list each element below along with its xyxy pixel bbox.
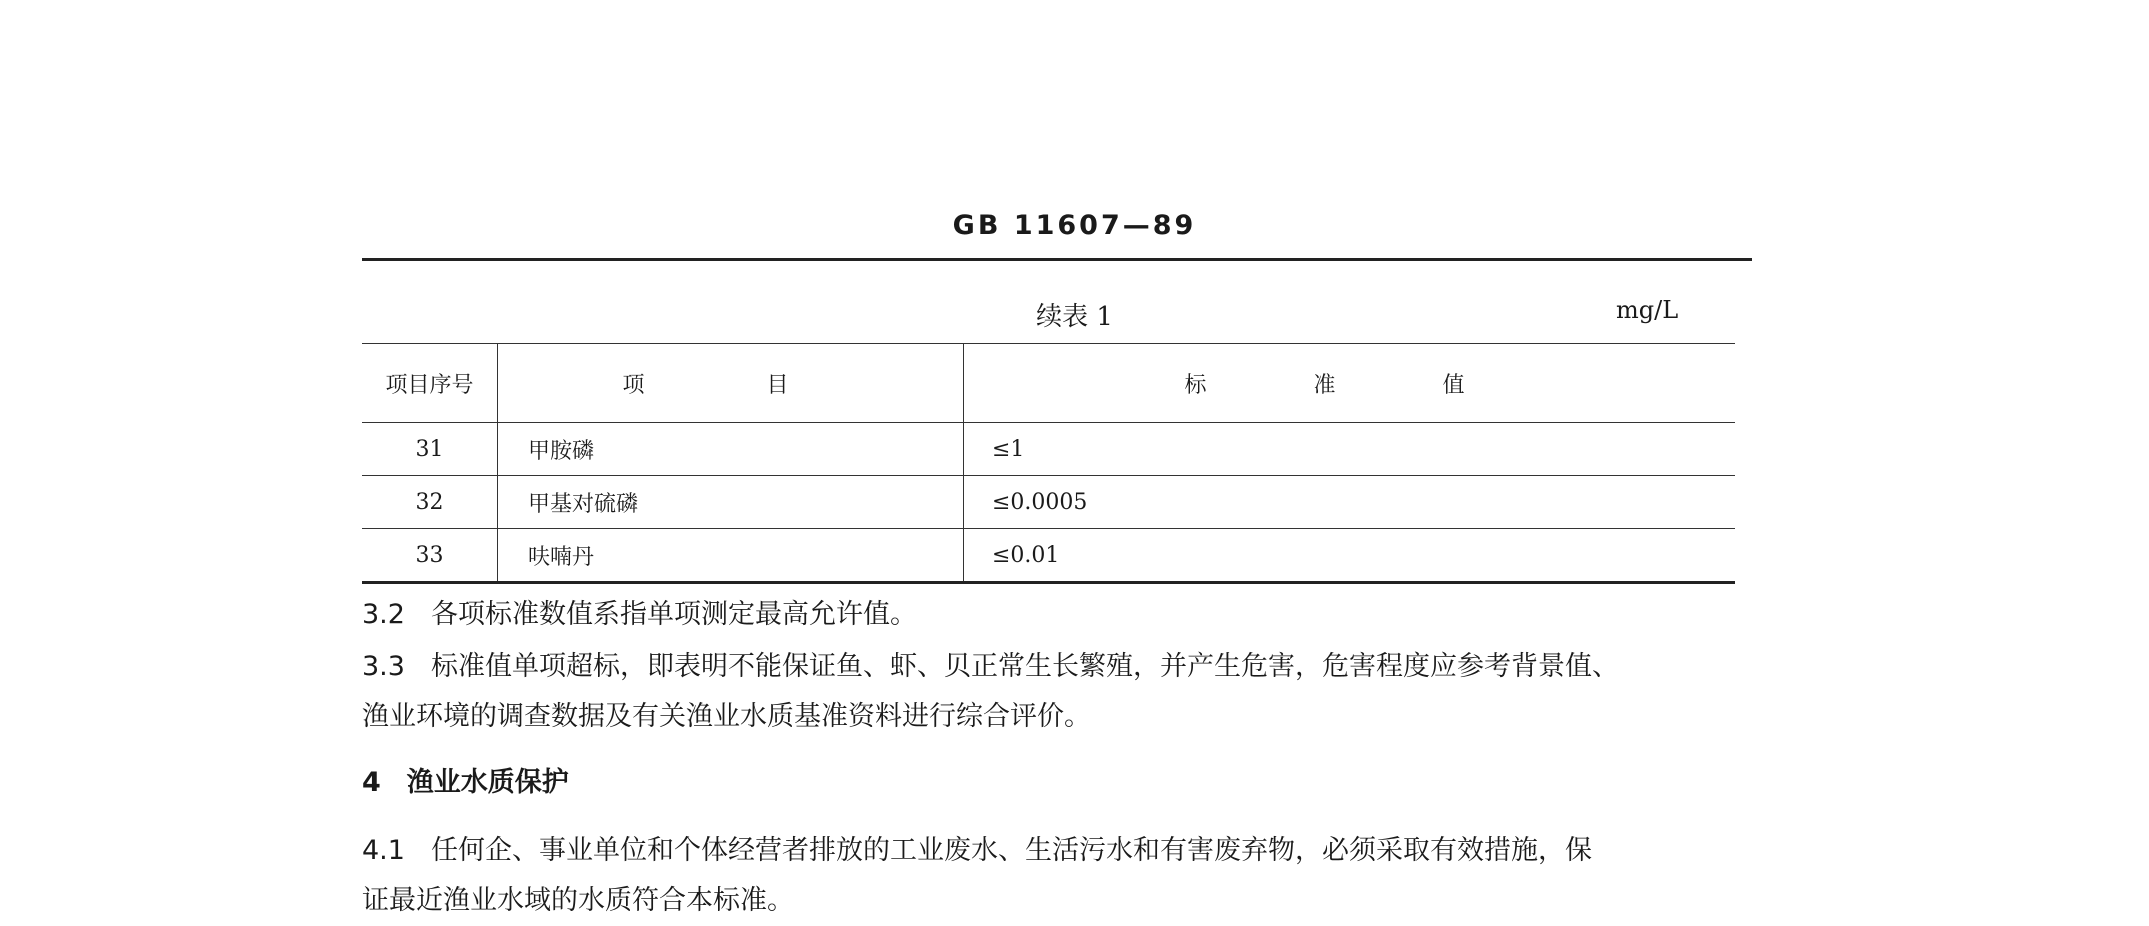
row-no: 31 [362,423,498,476]
header-item: 项 目 [498,344,964,423]
row-no: 33 [362,529,498,583]
paragraph-number: 4.1 [362,835,405,866]
paragraph-4-1-continued [362,876,1762,926]
paragraph-text: 标准值单项超标，即表明不能保证鱼、虾、贝正常生长繁殖，并产生危害，危害程度应参考背景值、 [430,651,1619,682]
section-number: 4 [362,767,381,798]
paragraph-text: 渔业环境的调查数据及有关渔业水质基准资料进行综合评价。 [362,701,1091,732]
paragraph-3-3 [362,642,1762,692]
standard-values-table [362,343,1735,584]
paragraph-4-1 [362,826,1762,876]
standard-code: GB 11607—89 [952,210,1197,241]
row-value: ≤0.0005 [964,476,1736,529]
row-no: 32 [362,476,498,529]
section-heading [362,758,1762,808]
top-rule [362,258,1752,261]
row-value: ≤1 [964,423,1736,476]
paragraph-3-3-continued [362,692,1762,742]
row-item: 呋喃丹 [498,529,964,583]
paragraph-3-2 [362,590,1762,640]
paragraph-text: 证最近渔业水域的水质符合本标准。 [362,885,794,916]
row-item: 甲基对硫磷 [498,476,964,529]
paragraph-text: 任何企、事业单位和个体经营者排放的工业废水、生活污水和有害废弃物，必须采取有效措施，保 [430,835,1592,866]
table-caption: 续表 1 [1036,302,1113,332]
table-unit: mg/L [1616,296,1679,324]
table-row [362,476,1735,529]
paragraph-number: 3.2 [362,599,405,630]
table-row [362,529,1735,583]
table-header-row [362,344,1735,423]
paragraph-text: 各项标准数值系指单项测定最高允许值。 [430,599,917,630]
section-title: 渔业水质保护 [406,767,569,798]
paragraph-number: 3.3 [362,651,405,682]
row-item: 甲胺磷 [498,423,964,476]
header-item-no: 项目序号 [362,344,498,423]
header-standard-value: 标 准 值 [964,344,1736,423]
row-value: ≤0.01 [964,529,1736,583]
table-row [362,423,1735,476]
